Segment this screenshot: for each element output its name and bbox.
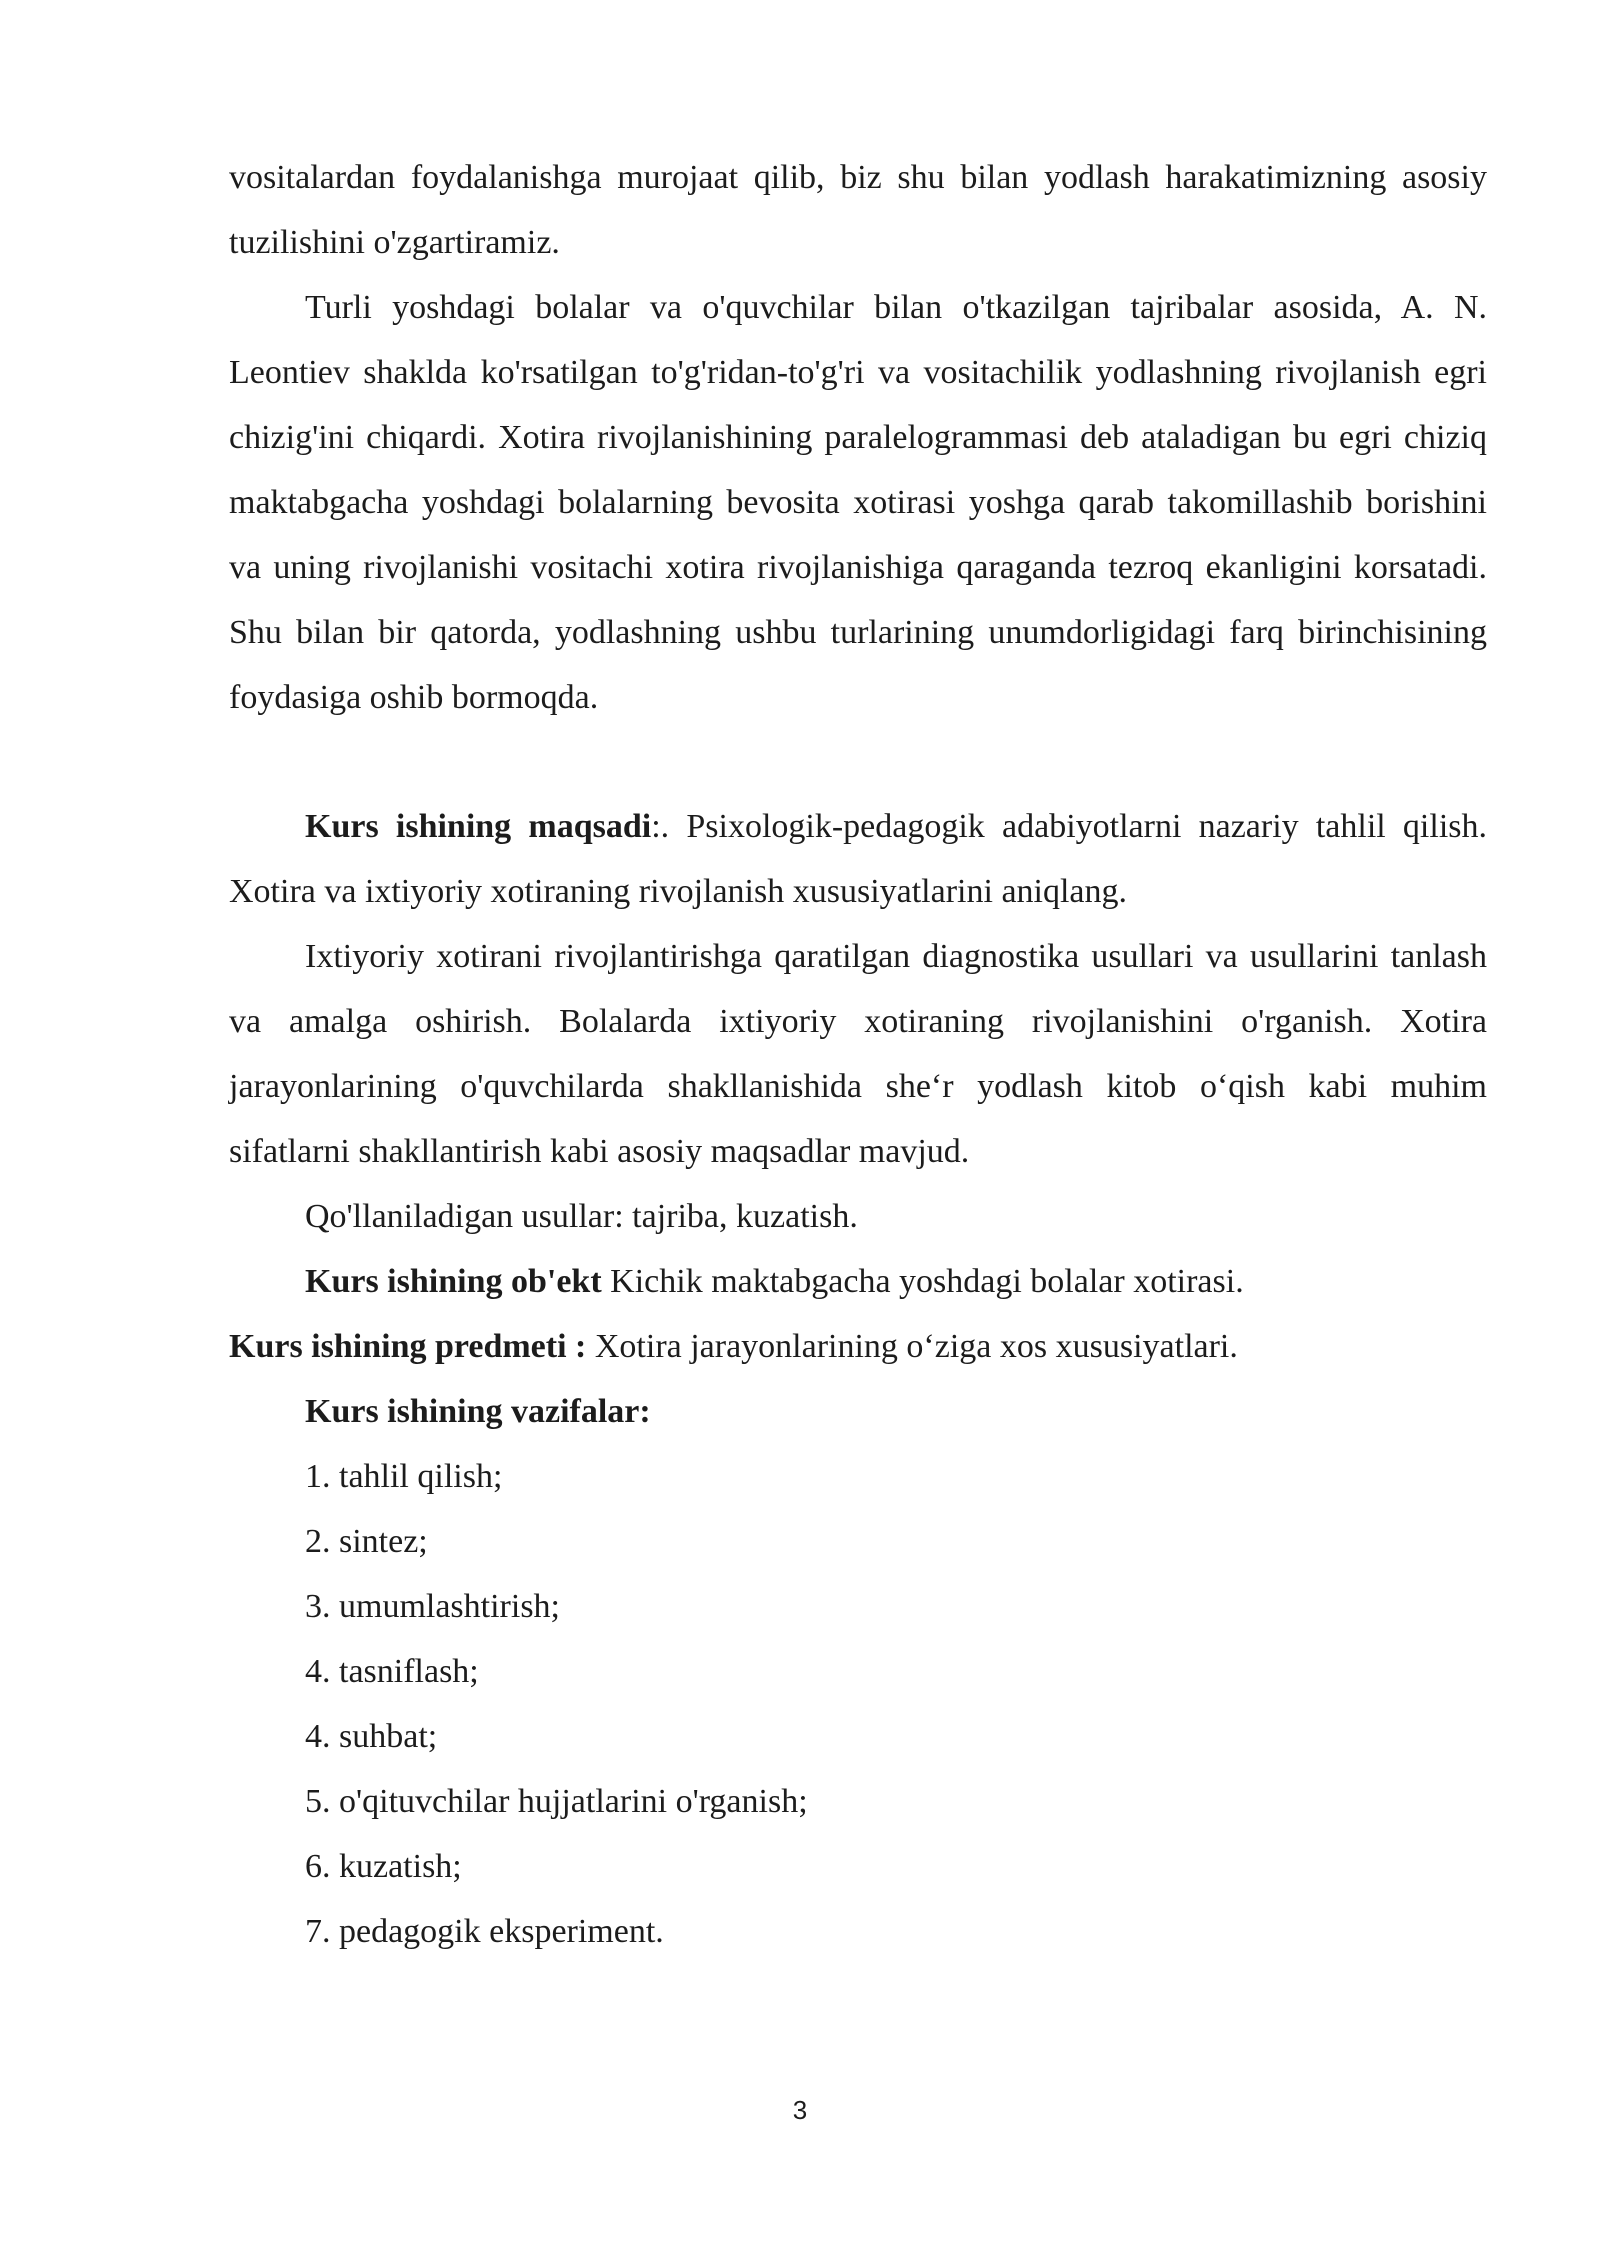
task-item: 2. sintez; — [305, 1523, 428, 1560]
task-item: 5. o'qituvchilar hujjatlarini o'rganish; — [305, 1783, 808, 1820]
object-label: Kurs ishining ob'ekt — [305, 1263, 602, 1300]
methods-line: Qo'llaniladigan usullar: tajriba, kuzatish. — [305, 1198, 858, 1235]
goal-label: Kurs ishining maqsadi — [305, 808, 652, 845]
task-item: 4. tasniflash; — [305, 1653, 479, 1690]
object-line — [305, 1249, 1244, 1314]
page-number: 3 — [792, 2095, 808, 2125]
task-item: 1. tahlil qilish; — [305, 1458, 503, 1495]
paragraph-leontiev: Turli yoshdagi bolalar va o'quvchilar bilan o'tkazilgan tajribalar asosida, A. N. Leontiev shaklda ko'rsatilgan to'g'ridan-to'g'ri va vositachilik yodlashning rivojlanish egri chizig'ini chiqardi. Xotira rivojlanishining paralelogrammasi deb ataladigan bu egri chiziq maktabgacha yoshdagi bolalarning bevosita xotirasi yoshga qarab takomillashib borishini va uning rivojlanishi vositachi xotira rivojlanishiga qaraganda tezroq ekanligini korsatadi. Shu bilan bir qatorda, yodlashning ushbu turlarining unumdorligidagi farq birinchisining foydasiga oshib bormoqda. — [229, 289, 1487, 716]
object-text: Kichik maktabgacha yoshdagi bolalar xotirasi. — [601, 1263, 1244, 1300]
task-item: 6. kuzatish; — [305, 1848, 462, 1885]
paragraph-continuation: vositalardan foydalanishga murojaat qilib, biz shu bilan yodlash harakatimizning asosiy tuzilishini o'zgartiramiz. — [229, 159, 1487, 261]
task-item: 3. umumlashtirish; — [305, 1588, 560, 1625]
goal-text: :. Psixologik-pedagogik adabiyotlarni nazariy tahlil qilish. Xotira va ixtiyoriy xotiraning rivojlanish xususiyatlarini aniqlang. — [229, 808, 1487, 910]
paragraph-goal — [229, 794, 1487, 924]
subject-label: Kurs ishining predmeti : — [229, 1328, 587, 1365]
subject-text: Xotira jarayonlarining o‘ziga xos xususiyatlari. — [586, 1328, 1238, 1365]
tasks-heading: Kurs ishining vazifalar: — [305, 1393, 651, 1430]
subject-line — [229, 1314, 1238, 1379]
paragraph-diagnostics: Ixtiyoriy xotirani rivojlantirishga qaratilgan diagnostika usullari va usullarini tanlash va amalga oshirish. Bolalarda ixtiyoriy xotiraning rivojlanishini o'rganish. Xotira jarayonlarining o'quvchilarda shakllanishida she‘r yodlash kitob o‘qish kabi muhim sifatlarni shakllantirish kabi asosiy maqsadlar mavjud. — [229, 938, 1487, 1170]
task-item: 4. suhbat; — [305, 1718, 438, 1755]
task-item: 7. pedagogik eksperiment. — [305, 1913, 664, 1950]
